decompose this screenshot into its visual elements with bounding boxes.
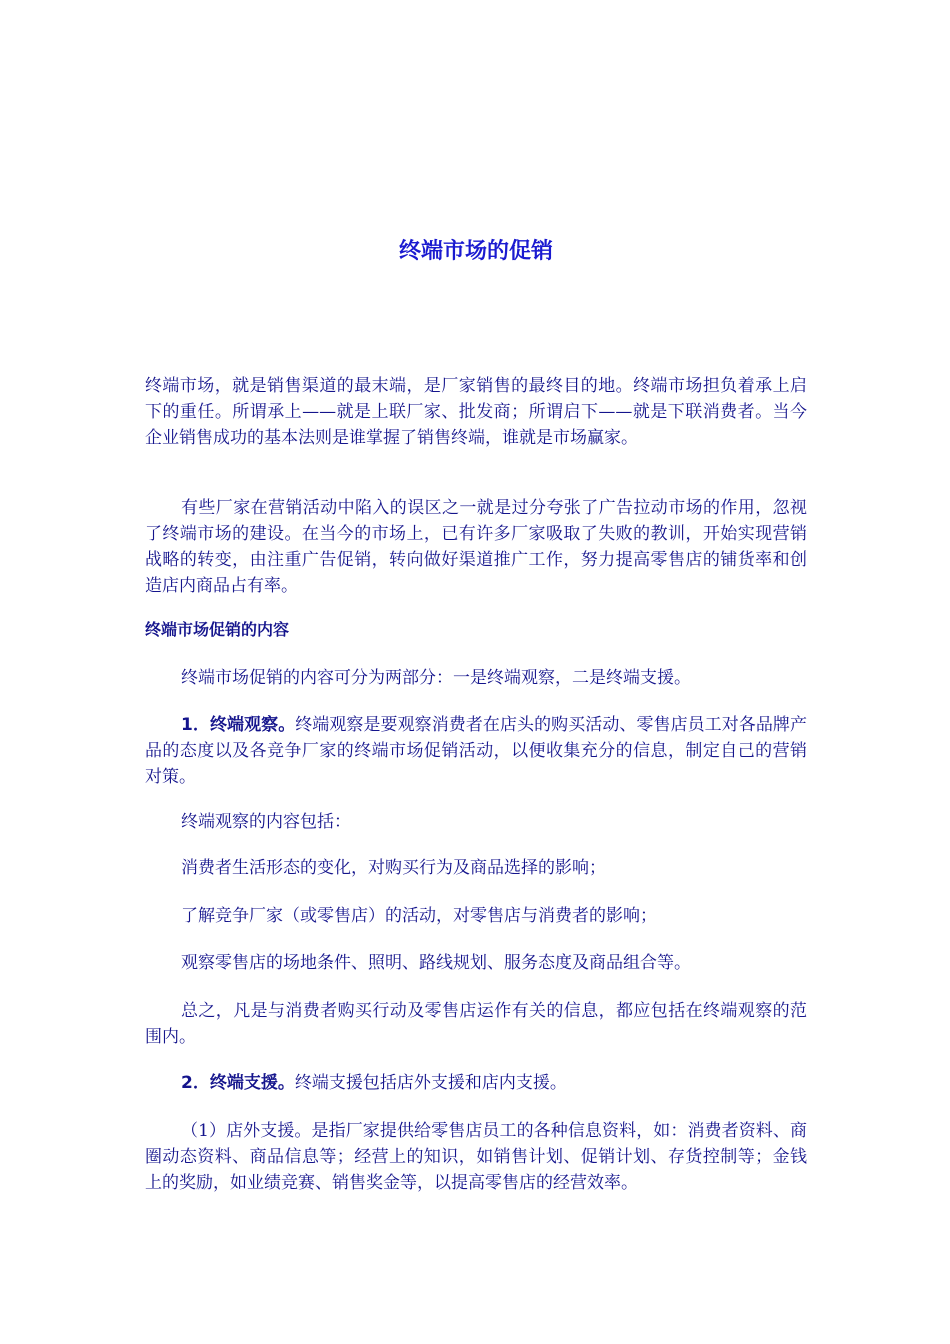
item1-text: 终端观察是要观察消费者在店头的购买活动、零售店员工对各品牌产品的态度以及各竞争厂家的终端市场促销活动，以便收集充分的信息，制定自己的营销对策。 bbox=[145, 715, 807, 787]
support-outside-paragraph: （1）店外支援。是指厂家提供给零售店员工的各种信息资料，如：消费者资料、商圈动态资料、商品信息等；经营上的知识，如销售计划、促销计划、存货控制等；金钱上的奖励，如业绩竞赛、销售奖金等，以提高零售店的经营效率。 bbox=[145, 1121, 807, 1193]
observation-point-1: 消费者生活形态的变化，对购买行为及商品选择的影响； bbox=[181, 858, 606, 878]
second-paragraph: 有些厂家在营销活动中陷入的误区之一就是过分夸张了广告拉动市场的作用，忽视了终端市场的建设。在当今的市场上，已有许多厂家吸取了失败的教训，开始实现营销战略的转变，由注重广告促销，转向做好渠道推广工作，努力提高零售店的铺货率和创造店内商品占有率。 bbox=[145, 498, 807, 596]
item1-paragraph bbox=[145, 712, 807, 790]
item2-lead: 2．终端支援。 bbox=[181, 1073, 295, 1093]
observation-point-3: 观察零售店的场地条件、照明、路线规划、服务态度及商品组合等。 bbox=[181, 953, 691, 973]
observation-point-2: 了解竞争厂家（或零售店）的活动，对零售店与消费者的影响； bbox=[181, 906, 657, 926]
item2-text: 终端支援包括店外支援和店内支援。 bbox=[294, 1073, 567, 1093]
item2-paragraph bbox=[145, 1070, 807, 1096]
summary-paragraph: 总之，凡是与消费者购买行动及零售店运作有关的信息，都应包括在终端观察的范围内。 bbox=[145, 1001, 807, 1047]
intro-paragraph: 终端市场，就是销售渠道的最末端，是厂家销售的最终目的地。终端市场担负着承上启下的重任。所谓承上——就是上联厂家、批发商；所谓启下——就是下联消费者。当今企业销售成功的基本法则是谁掌握了销售终端，谁就是市场赢家。 bbox=[145, 376, 807, 448]
item1-lead: 1．终端观察。 bbox=[181, 715, 296, 735]
section-intro-paragraph: 终端市场促销的内容可分为两部分：一是终端观察，二是终端支援。 bbox=[181, 668, 691, 688]
page-title: 终端市场的促销 bbox=[398, 239, 553, 264]
section-heading: 终端市场促销的内容 bbox=[145, 620, 290, 639]
observation-intro: 终端观察的内容包括： bbox=[181, 812, 351, 832]
